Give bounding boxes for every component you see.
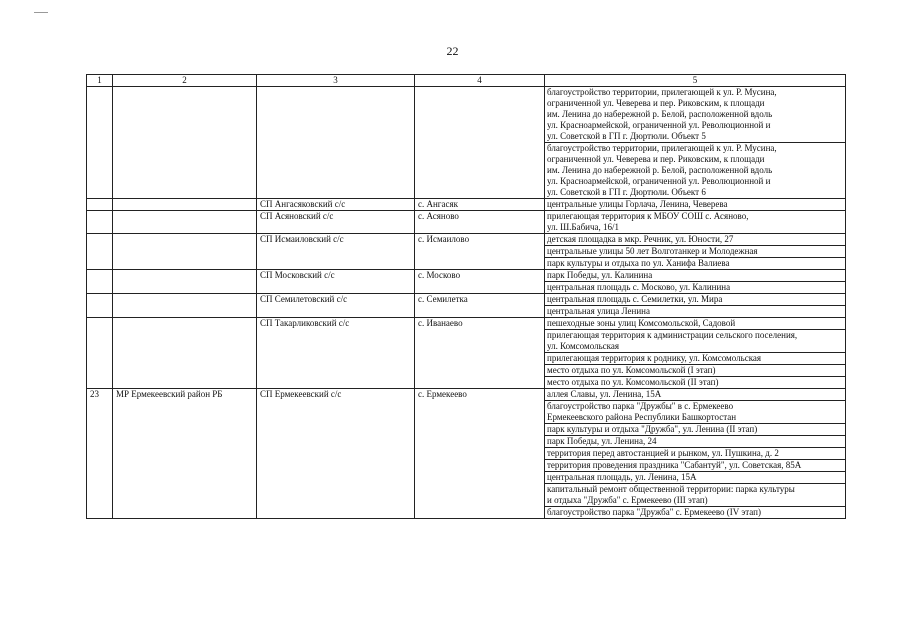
project-text-line: ул. Советской в ГП г. Дюртюли. Объект 5 bbox=[547, 131, 706, 141]
project-text-line: пешеходные зоны улиц Комсомольской, Садовой bbox=[547, 318, 736, 328]
project-text-line: капитальный ремонт общественной территории: парка культуры bbox=[547, 484, 795, 494]
project-item bbox=[545, 472, 845, 484]
row-number-cell bbox=[87, 294, 113, 318]
settlement-cell: СП Московский с/с bbox=[257, 270, 415, 294]
project-text-line: парк культуры и отдыха по ул. Ханифа Валиева bbox=[547, 258, 730, 268]
village-cell: с. Семилетка bbox=[415, 294, 545, 318]
table-row bbox=[87, 199, 846, 211]
project-text-line: территория проведения праздника "Сабантуй", ул. Советская, 85А bbox=[547, 460, 802, 470]
page-number: 22 bbox=[446, 44, 459, 58]
project-item bbox=[545, 484, 845, 507]
district-cell bbox=[113, 211, 257, 234]
project-text-line: ул. Ш.Бабича, 16/1 bbox=[547, 222, 620, 232]
district-cell bbox=[113, 270, 257, 294]
column-header: 5 bbox=[545, 75, 846, 87]
project-text-line: ул. Комсомольская bbox=[547, 341, 620, 351]
settlement-cell: СП Ермекеевский с/с bbox=[257, 389, 415, 519]
settlement-cell: СП Такарликовский с/с bbox=[257, 318, 415, 389]
project-text-line: благоустройство парка "Дружбы" в с. Ермекеево bbox=[547, 401, 734, 411]
village-cell: с. Москово bbox=[415, 270, 545, 294]
project-text-line: прилегающая территория к МБОУ СОШ с. Асяново, bbox=[547, 211, 749, 221]
projects-cell bbox=[545, 389, 846, 519]
project-item bbox=[545, 234, 845, 246]
project-item bbox=[545, 199, 845, 210]
village-cell: с. Исмаилово bbox=[415, 234, 545, 270]
project-text-line: парк Победы, ул. Ленина, 24 bbox=[547, 436, 657, 446]
row-number-cell bbox=[87, 270, 113, 294]
projects-cell bbox=[545, 199, 846, 211]
table-row bbox=[87, 294, 846, 318]
district-cell bbox=[113, 234, 257, 270]
project-item bbox=[545, 507, 845, 518]
project-item bbox=[545, 258, 845, 269]
column-header: 1 bbox=[87, 75, 113, 87]
project-text-line: центральные улицы 50 лет Волготанкер и Молодежная bbox=[547, 246, 758, 256]
table-row bbox=[87, 234, 846, 270]
project-item bbox=[545, 460, 845, 472]
project-text-line: благоустройство парка "Дружба" с. Ермекеево (IV этап) bbox=[547, 507, 761, 517]
row-number-cell bbox=[87, 211, 113, 234]
project-text-line: благоустройство территории, прилегающей к ул. Р. Мусина, bbox=[547, 87, 777, 97]
scan-artifact bbox=[34, 12, 48, 13]
project-item bbox=[545, 318, 845, 330]
row-number-cell: 23 bbox=[87, 389, 113, 519]
project-item bbox=[545, 330, 845, 353]
project-item bbox=[545, 389, 845, 401]
project-text-line: парк культуры и отдыха "Дружба", ул. Ленина (II этап) bbox=[547, 424, 758, 434]
project-item bbox=[545, 377, 845, 388]
row-number-cell bbox=[87, 199, 113, 211]
project-item bbox=[545, 143, 845, 198]
settlement-cell: СП Ангасяковский с/с bbox=[257, 199, 415, 211]
project-text-line: прилегающая территория к администрации сельского поселения, bbox=[547, 330, 798, 340]
project-item bbox=[545, 211, 845, 233]
project-text-line: Ермекеевского района Республики Башкортостан bbox=[547, 412, 737, 422]
row-number-cell bbox=[87, 234, 113, 270]
column-header: 2 bbox=[113, 75, 257, 87]
row-number-cell bbox=[87, 318, 113, 389]
project-text-line: центральная улица Ленина bbox=[547, 306, 650, 316]
district-cell bbox=[113, 87, 257, 199]
project-text-line: и отдыха "Дружба" с. Ермекеево (III этап) bbox=[547, 495, 708, 505]
project-item bbox=[545, 246, 845, 258]
table-row bbox=[87, 211, 846, 234]
village-cell: с. Асяново bbox=[415, 211, 545, 234]
project-item bbox=[545, 306, 845, 317]
project-item bbox=[545, 448, 845, 460]
project-text-line: благоустройство территории, прилегающей к ул. Р. Мусина, bbox=[547, 143, 777, 153]
municipal-projects-table bbox=[86, 74, 846, 519]
table-row bbox=[87, 389, 846, 519]
projects-cell bbox=[545, 211, 846, 234]
project-text-line: аллея Славы, ул. Ленина, 15А bbox=[547, 389, 662, 399]
settlement-cell: СП Асяновский с/с bbox=[257, 211, 415, 234]
project-text-line: им. Ленина до набережной р. Белой, расположенной вдоль bbox=[547, 165, 773, 175]
project-text-line: ул. Красноармейской, ограниченной ул. Революционной и bbox=[547, 120, 771, 130]
projects-cell bbox=[545, 87, 846, 199]
project-text-line: место отдыха по ул. Комсомольской (I этап) bbox=[547, 365, 716, 375]
project-item bbox=[545, 365, 845, 377]
settlement-cell: СП Семилетовский с/с bbox=[257, 294, 415, 318]
project-item bbox=[545, 294, 845, 306]
table-row bbox=[87, 318, 846, 389]
village-cell bbox=[415, 87, 545, 199]
project-text-line: центральные улицы Горлача, Ленина, Чеверева bbox=[547, 199, 728, 209]
project-item bbox=[545, 282, 845, 293]
project-item bbox=[545, 87, 845, 143]
project-text-line: центральная площадь с. Москово, ул. Калинина bbox=[547, 282, 731, 292]
project-text-line: прилегающая территория к роднику, ул. Комсомольская bbox=[547, 353, 762, 363]
projects-cell bbox=[545, 294, 846, 318]
project-item bbox=[545, 436, 845, 448]
village-cell: с. Иванаево bbox=[415, 318, 545, 389]
table-row bbox=[87, 87, 846, 199]
project-item bbox=[545, 353, 845, 365]
table-row bbox=[87, 270, 846, 294]
project-text-line: центральная площадь, ул. Ленина, 15А bbox=[547, 472, 697, 482]
project-text-line: территория перед автостанцией и рынком, ул. Пушкина, д. 2 bbox=[547, 448, 779, 458]
project-text-line: ул. Красноармейской, ограниченной ул. Революционной и bbox=[547, 176, 771, 186]
settlement-cell bbox=[257, 87, 415, 199]
settlement-cell: СП Исмаиловский с/с bbox=[257, 234, 415, 270]
project-text-line: ограниченной ул. Чеверева и пер. Риковским, к площади bbox=[547, 154, 765, 164]
project-text-line: парк Победы, ул. Калинина bbox=[547, 270, 653, 280]
project-item bbox=[545, 401, 845, 424]
column-header: 3 bbox=[257, 75, 415, 87]
project-text-line: центральная площадь с. Семилетки, ул. Мира bbox=[547, 294, 723, 304]
projects-cell bbox=[545, 318, 846, 389]
column-header: 4 bbox=[415, 75, 545, 87]
project-text-line: им. Ленина до набережной р. Белой, расположенной вдоль bbox=[547, 109, 773, 119]
village-cell: с. Ангасяк bbox=[415, 199, 545, 211]
row-number-cell bbox=[87, 87, 113, 199]
project-text-line: ограниченной ул. Чеверева и пер. Риковским, к площади bbox=[547, 98, 765, 108]
projects-cell bbox=[545, 270, 846, 294]
district-cell bbox=[113, 294, 257, 318]
project-item bbox=[545, 424, 845, 436]
project-text-line: детская площадка в мкр. Речник, ул. Юности, 27 bbox=[547, 234, 734, 244]
district-cell bbox=[113, 318, 257, 389]
projects-cell bbox=[545, 234, 846, 270]
district-cell: МР Ермекеевский район РБ bbox=[113, 389, 257, 519]
project-text-line: ул. Советской в ГП г. Дюртюли. Объект 6 bbox=[547, 187, 706, 197]
village-cell: с. Ермекеево bbox=[415, 389, 545, 519]
project-text-line: место отдыха по ул. Комсомольской (II этап) bbox=[547, 377, 719, 387]
column-header-row bbox=[87, 75, 846, 87]
project-item bbox=[545, 270, 845, 282]
district-cell bbox=[113, 199, 257, 211]
